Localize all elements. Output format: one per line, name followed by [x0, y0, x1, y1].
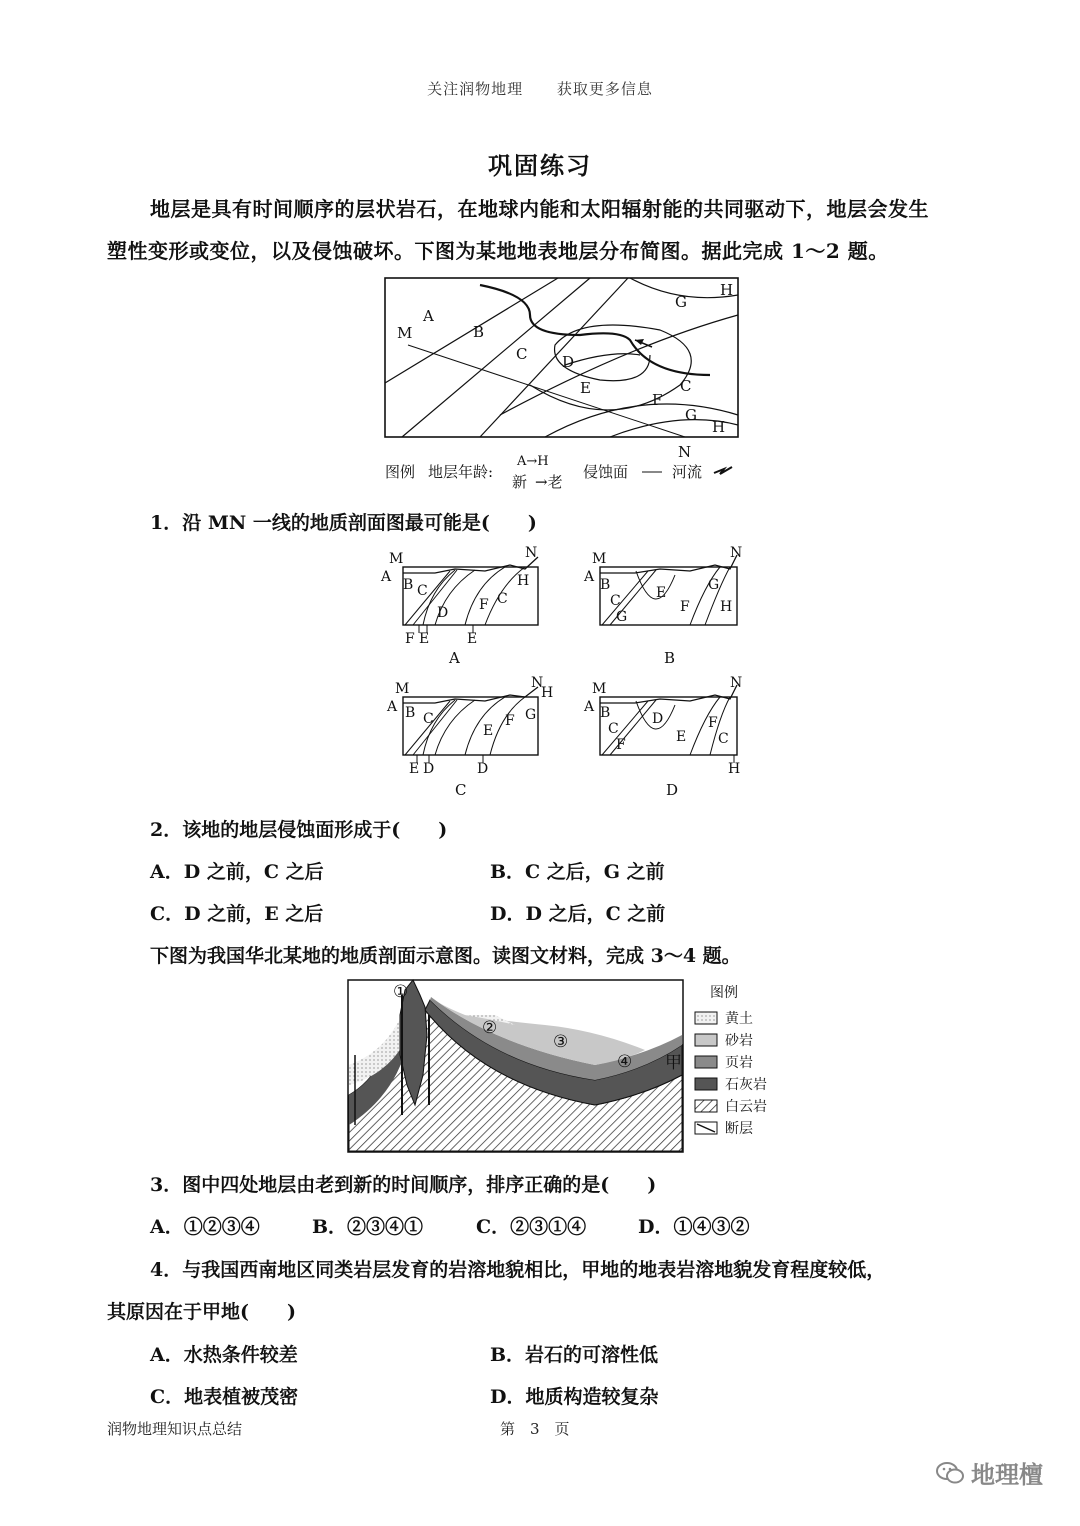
marker-jia: 甲 — [665, 1053, 682, 1073]
svg-text:C: C — [423, 711, 434, 727]
svg-text:B: B — [600, 705, 611, 721]
map-label-f: F — [652, 391, 663, 409]
q4-option-b[interactable]: B．岩石的可溶性低 — [490, 1344, 659, 1366]
svg-text:H: H — [728, 761, 741, 777]
section-c-caption: C — [455, 781, 467, 799]
page-title: 巩固练习 — [488, 151, 592, 180]
svg-text:B: B — [600, 577, 611, 593]
svg-text:G: G — [525, 707, 537, 723]
section-d-figure[interactable] — [580, 675, 755, 803]
question-1: 1．沿 MN 一线的地质剖面图最可能是( ) — [150, 512, 537, 534]
question-4-line-1: 4．与我国西南地区同类岩层发育的岩溶地貌相比，甲地的地表岩溶地貌发育程度较低， — [150, 1259, 886, 1281]
svg-text:E: E — [656, 585, 667, 601]
map-label-g: G — [675, 293, 687, 311]
map-label-h2: H — [712, 418, 726, 436]
profile-legend-title: 图例 — [710, 985, 738, 1001]
svg-text:D: D — [437, 605, 449, 621]
svg-text:E: E — [419, 631, 430, 647]
section-a-caption: A — [449, 649, 460, 667]
svg-text:F: F — [616, 737, 626, 753]
svg-text:F: F — [505, 713, 515, 729]
marker-4: ④ — [617, 1052, 633, 1072]
question-4-line-2: 其原因在于甲地( ) — [107, 1301, 296, 1323]
svg-text:A: A — [584, 699, 595, 715]
legend-age-old: →老 — [535, 473, 563, 491]
legend-erosion: 侵蚀面 — [583, 463, 629, 481]
section-b-n: N — [730, 545, 743, 561]
svg-text:B: B — [405, 705, 416, 721]
map-label-a: A — [423, 307, 434, 325]
intro-paragraph-2: 下图为我国华北某地的地质剖面示意图。读图文材料，完成 3～4 题。 — [150, 945, 741, 967]
intro-paragraph-1b — [107, 230, 1037, 272]
section-b-caption: B — [664, 649, 676, 667]
svg-text:C: C — [610, 593, 621, 609]
svg-text:G: G — [708, 577, 720, 593]
geological-profile-figure — [345, 975, 795, 1155]
svg-text:砂岩: 砂岩 — [725, 1033, 753, 1049]
map-label-c: C — [516, 345, 528, 363]
svg-text:C: C — [718, 731, 729, 747]
svg-text:E: E — [409, 761, 420, 777]
svg-text:C: C — [417, 583, 428, 599]
marker-3: ③ — [553, 1032, 569, 1052]
map-label-n: N — [678, 443, 692, 461]
intro-paragraph-1 — [150, 188, 1030, 230]
section-c-figure[interactable] — [375, 675, 554, 803]
q2-option-a[interactable]: A．D 之前，C 之后 — [150, 861, 324, 883]
intro-line-1: 地层是具有时间顺序的层状岩石，在地球内能和太阳辐射能的共同驱动下，地层会发生 — [150, 197, 929, 221]
river-legend-icon — [714, 467, 732, 474]
legend-age-top: A→H — [517, 454, 549, 469]
header-right: 获取更多信息 — [556, 80, 653, 98]
svg-text:A: A — [584, 569, 595, 585]
q2-option-d[interactable]: D．D 之后，C 之前 — [490, 903, 666, 925]
map-label-c2: C — [680, 377, 692, 395]
svg-text:F: F — [708, 715, 718, 731]
map-label-h: H — [720, 281, 734, 299]
q4-option-a[interactable]: A．水热条件较差 — [150, 1344, 298, 1366]
section-d-caption: D — [666, 781, 679, 799]
marker-1: ① — [393, 982, 409, 1002]
svg-text:白云岩: 白云岩 — [725, 1099, 767, 1115]
svg-text:F: F — [479, 597, 489, 613]
svg-text:石灰岩: 石灰岩 — [725, 1077, 767, 1093]
map-label-m: M — [397, 324, 413, 342]
map-label-e: E — [580, 379, 591, 397]
intro-line-2: 塑性变形或变位，以及侵蚀破坏。下图为某地地表地层分布简图。据此完成 1～2 题。 — [107, 239, 889, 263]
section-a-m: M — [389, 551, 404, 567]
section-a-figure[interactable] — [375, 545, 550, 670]
watermark-text: 地理檀 — [971, 1461, 1043, 1489]
svg-text:E: E — [467, 631, 478, 647]
svg-text:F: F — [405, 631, 415, 647]
svg-text:D: D — [423, 761, 435, 777]
q3-option-b[interactable]: B．②③④① — [312, 1216, 424, 1238]
svg-text:A: A — [381, 569, 392, 585]
marker-2: ② — [482, 1018, 498, 1038]
svg-text:H: H — [541, 685, 554, 701]
q2-option-b[interactable]: B．C 之后，G 之前 — [490, 861, 665, 883]
header-left: 关注润物地理 — [427, 80, 524, 98]
svg-text:H: H — [517, 573, 530, 589]
q4-option-d[interactable]: D．地质构造较复杂 — [490, 1386, 659, 1408]
question-3: 3．图中四处地层由老到新的时间顺序，排序正确的是( ) — [150, 1174, 657, 1196]
svg-text:E: E — [676, 729, 687, 745]
section-c-n: N — [531, 675, 544, 691]
svg-text:E: E — [483, 723, 494, 739]
section-b-figure[interactable] — [580, 545, 755, 670]
q4-option-c[interactable]: C．地表植被茂密 — [150, 1386, 299, 1408]
q3-option-c[interactable]: C．②③①④ — [476, 1216, 587, 1238]
svg-text:C: C — [608, 721, 619, 737]
map-label-b: B — [473, 323, 485, 341]
watermark — [935, 1455, 1043, 1490]
legend-age-label: 地层年龄: — [428, 463, 494, 481]
question-2: 2．该地的地层侵蚀面形成于( ) — [150, 819, 448, 841]
page-header — [0, 78, 1080, 99]
section-c-m: M — [395, 681, 410, 697]
svg-text:C: C — [497, 591, 508, 607]
legend-river: 河流 — [672, 463, 703, 481]
q2-option-c[interactable]: C．D 之前，E 之后 — [150, 903, 324, 925]
svg-text:H: H — [720, 599, 733, 615]
wechat-icon — [935, 1460, 965, 1486]
legend-age-new: 新 — [512, 473, 528, 491]
svg-text:B: B — [403, 577, 414, 593]
section-a-n: N — [525, 545, 538, 561]
legend-prefix: 图例 — [385, 463, 416, 481]
map-label-g2: G — [685, 406, 697, 424]
svg-text:断层: 断层 — [725, 1121, 753, 1137]
q3-option-d[interactable]: D．①④③② — [638, 1216, 750, 1238]
svg-text:F: F — [680, 599, 690, 615]
footer-left: 润物地理知识点总结 — [107, 1420, 243, 1438]
footer-page: 第 3 页 — [500, 1420, 570, 1438]
q3-option-a[interactable]: A．①②③④ — [150, 1216, 260, 1238]
svg-text:G: G — [616, 609, 628, 625]
svg-text:页岩: 页岩 — [725, 1055, 753, 1071]
section-d-m: M — [592, 681, 607, 697]
svg-text:A: A — [387, 699, 398, 715]
svg-text:黄土: 黄土 — [725, 1011, 753, 1027]
section-b-m: M — [592, 551, 607, 567]
svg-text:D: D — [477, 761, 489, 777]
stratum-map-figure — [380, 275, 745, 495]
map-label-d: D — [562, 353, 575, 371]
svg-text:D: D — [652, 711, 664, 727]
profile-legend — [695, 985, 767, 1137]
section-d-n: N — [730, 675, 743, 691]
